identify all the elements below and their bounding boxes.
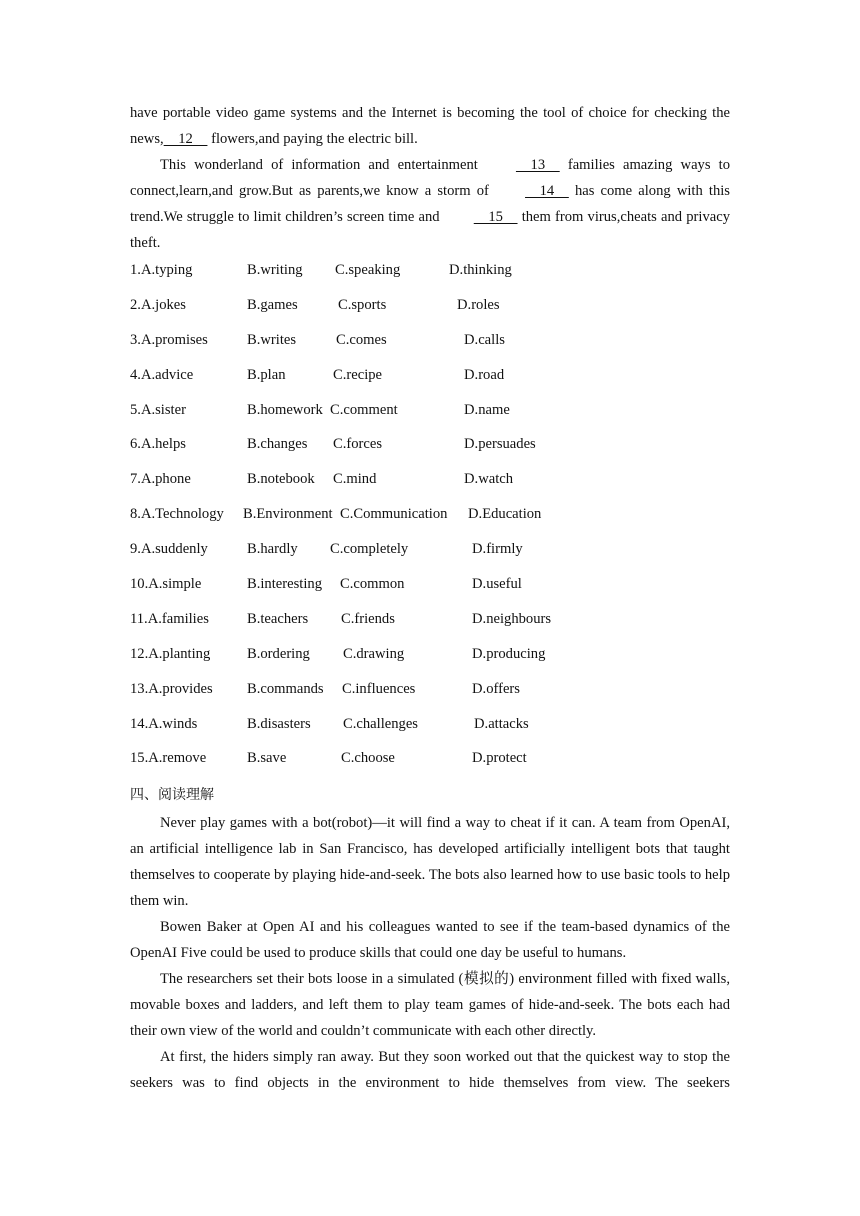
option-c: C.mind xyxy=(333,471,377,488)
option-row-8 xyxy=(130,501,730,536)
option-d: D.attacks xyxy=(474,715,529,732)
option-b: B.homework xyxy=(247,401,323,418)
option-d: D.roles xyxy=(457,296,500,313)
blank-14: 14 xyxy=(525,183,569,199)
options-list xyxy=(130,257,730,780)
option-c: C.influences xyxy=(342,680,416,697)
option-a: 2.A.jokes xyxy=(130,296,186,313)
option-b: B.changes xyxy=(247,436,308,453)
reading-paragraph-2: Bowen Baker at Open AI and his colleagues wanted to see if the team-based dynamics of the OpenAI Five could be used to produce skills that could one day be useful to humans. xyxy=(130,919,730,962)
cloze-paragraph-2 xyxy=(130,152,730,256)
option-a: 5.A.sister xyxy=(130,401,186,418)
option-d: D.offers xyxy=(472,680,520,697)
cloze-text: has come along with this trend.We struggle to limit children’s screen time and xyxy=(130,183,730,225)
option-row-11 xyxy=(130,606,730,641)
option-a: 13.A.provides xyxy=(130,680,213,697)
option-d: D.watch xyxy=(464,471,514,488)
option-d: D.protect xyxy=(472,750,527,767)
option-a: 11.A.families xyxy=(130,610,209,627)
option-b: B.save xyxy=(247,750,287,767)
option-row-1 xyxy=(130,257,730,292)
cloze-text: them from virus,cheats and privacy theft. xyxy=(130,209,730,251)
option-d: D.thinking xyxy=(449,262,512,278)
option-c: C.recipe xyxy=(333,366,383,383)
option-row-3 xyxy=(130,327,730,362)
blank-15: 15 xyxy=(473,209,518,225)
option-row-10 xyxy=(130,571,730,606)
option-b: B.writes xyxy=(247,331,297,348)
option-b: B.disasters xyxy=(247,715,311,732)
option-b: B.hardly xyxy=(247,541,298,558)
blank-13: 13 xyxy=(515,157,560,173)
option-b: B.games xyxy=(247,296,298,313)
option-c: C.comment xyxy=(330,401,398,418)
option-c: C.challenges xyxy=(343,715,418,732)
option-d: D.producing xyxy=(472,645,546,662)
option-c: C.friends xyxy=(341,610,395,627)
option-c: C.completely xyxy=(330,541,409,558)
option-d: D.Education xyxy=(468,506,542,523)
option-c: C.speaking xyxy=(335,262,401,278)
option-b: B.ordering xyxy=(247,645,310,662)
option-a: 6.A.helps xyxy=(130,436,186,453)
option-row-4 xyxy=(130,362,730,397)
option-a: 15.A.remove xyxy=(130,750,207,767)
option-d: D.persuades xyxy=(464,436,536,453)
cloze-text: families amazing ways to connect,learn,and grow.But as parents,we know a storm of xyxy=(130,157,730,199)
option-row-5 xyxy=(130,397,730,432)
option-a: 10.A.simple xyxy=(130,576,202,593)
option-b: B.commands xyxy=(247,680,324,697)
option-b: B.teachers xyxy=(247,610,309,627)
option-row-9 xyxy=(130,536,730,571)
option-d: D.calls xyxy=(464,331,505,348)
option-a: 8.A.Technology xyxy=(130,506,224,523)
option-a: 3.A.promises xyxy=(130,331,208,348)
option-a: 12.A.planting xyxy=(130,645,211,662)
option-row-15 xyxy=(130,745,730,780)
option-d: D.name xyxy=(464,401,510,418)
option-c: C.common xyxy=(340,576,405,593)
option-row-7 xyxy=(130,466,730,501)
reading-paragraph-4: At first, the hiders simply ran away. But they soon worked out that the quickest way to stop the seekers was to find objects in the environment to hide themselves from view. The seekers xyxy=(130,1049,730,1092)
option-row-14 xyxy=(130,711,730,746)
option-d: D.useful xyxy=(472,576,522,593)
option-d: D.road xyxy=(464,366,505,383)
reading-paragraph-3: The researchers set their bots loose in a simulated (模拟的) environment filled with fixed walls, movable boxes and ladders, and left them to play team games of hide-and-seek. The bots each had their own view of the world and couldn’t communicate with each other directly. xyxy=(130,971,730,1040)
option-b: B.plan xyxy=(247,366,286,383)
option-c: C.drawing xyxy=(343,645,405,662)
option-row-6 xyxy=(130,431,730,466)
option-b: B.interesting xyxy=(247,576,322,593)
cloze-paragraph-1 xyxy=(130,100,730,152)
option-a: 9.A.suddenly xyxy=(130,541,208,558)
reading-paragraph-1: Never play games with a bot(robot)—it will find a way to cheat if it can. A team from OpenAI, an artificial intelligence lab in San Francisco, has developed artificially intelligent bots that taught themselves to cooperate by playing hide-and-seek. The bots also learned how to use basic tools to help them win. xyxy=(130,815,730,910)
option-d: D.firmly xyxy=(472,541,523,558)
option-c: C.Communication xyxy=(340,506,448,523)
option-row-2 xyxy=(130,292,730,327)
cloze-text: flowers,and paying the electric bill. xyxy=(207,131,418,147)
option-c: C.sports xyxy=(338,296,387,313)
blank-12: 12 xyxy=(163,131,208,147)
section-heading-reading: 四、阅读理解 xyxy=(130,787,214,804)
option-a: 7.A.phone xyxy=(130,471,191,488)
option-row-12 xyxy=(130,641,730,676)
option-a: 1.A.typing xyxy=(130,262,193,278)
option-a: 4.A.advice xyxy=(130,366,194,383)
option-d: D.neighbours xyxy=(472,610,552,627)
option-row-13 xyxy=(130,676,730,711)
option-b: B.notebook xyxy=(247,471,315,488)
cloze-text: have portable video game systems and the Internet is becoming the tool of choice for checking the xyxy=(130,105,730,121)
cloze-text: This wonderland of information and entertainment xyxy=(160,157,486,173)
option-b: B.writing xyxy=(247,262,303,278)
cloze-text: news, xyxy=(130,131,164,147)
option-a: 14.A.winds xyxy=(130,715,198,732)
document-page xyxy=(130,100,730,1096)
option-c: C.choose xyxy=(341,750,395,767)
option-c: C.comes xyxy=(336,331,387,348)
option-b: B.Environment xyxy=(243,506,333,523)
option-c: C.forces xyxy=(333,436,383,453)
